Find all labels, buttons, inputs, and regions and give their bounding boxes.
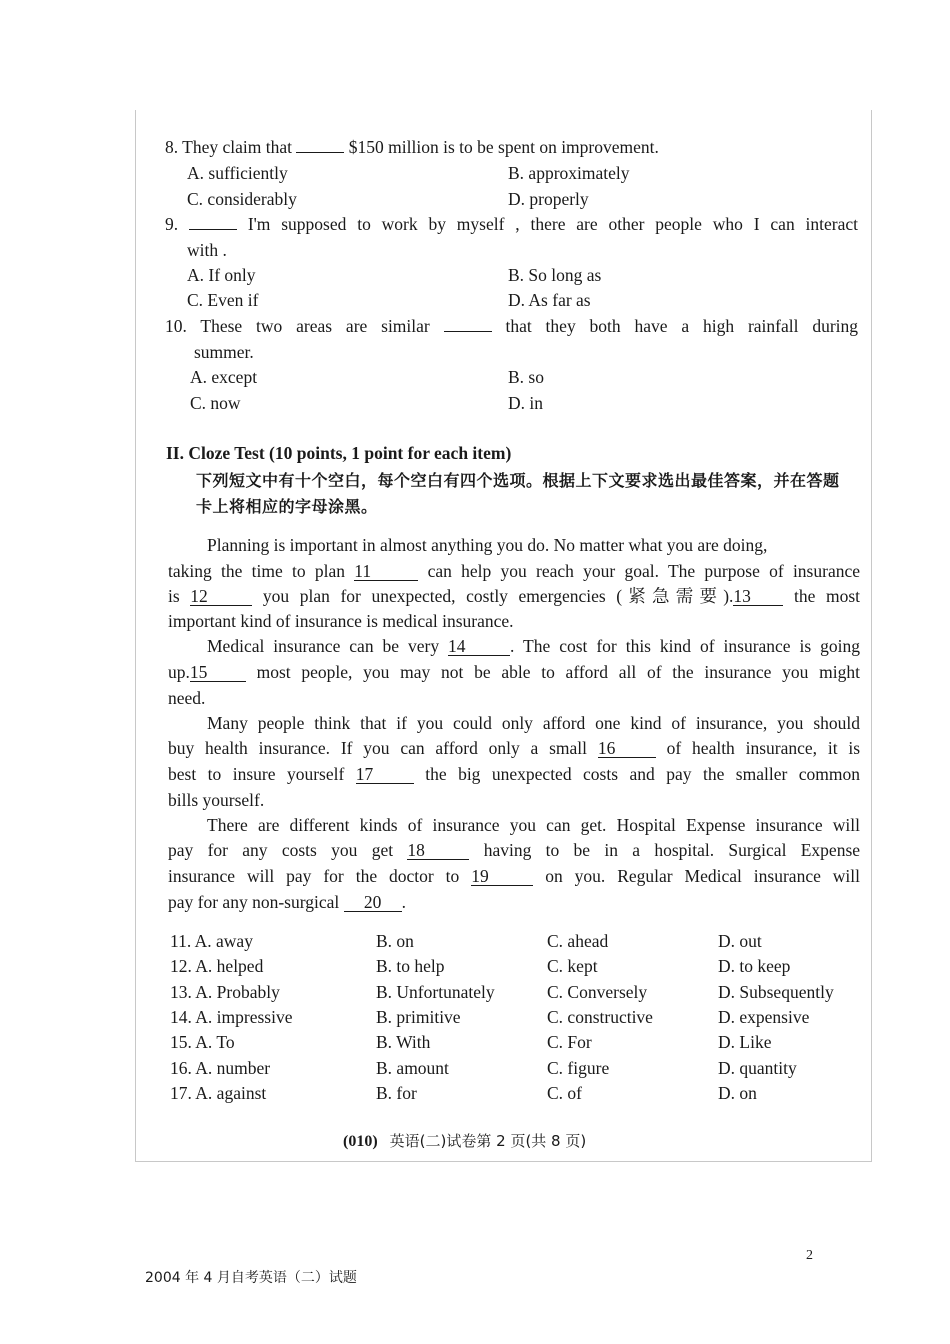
option-15-d: D. Like xyxy=(718,1032,772,1052)
option-11-a: 11. A. away xyxy=(170,931,253,951)
exam-footer: (010) 英语(二)试卷第 2 页(共 8 页) xyxy=(343,1132,587,1150)
option-13-d: D. Subsequently xyxy=(718,982,834,1002)
q8-option-c: C. considerably xyxy=(187,189,297,209)
passage-line: important kind of insurance is medical insurance. xyxy=(168,611,514,631)
q10-option-d: D. in xyxy=(508,393,543,413)
passage-line: insurance will pay for the doctor to 19 on you. Regular Medical insurance will xyxy=(168,866,861,886)
option-13-b: B. Unfortunately xyxy=(376,982,495,1002)
q10-option-c: C. now xyxy=(190,393,241,413)
option-17-a: 17. A. against xyxy=(170,1083,267,1103)
answer-blank xyxy=(189,215,237,230)
passage-line: is 12 you plan for unexpected, costly emergencies (紧急需要).13 the most xyxy=(168,586,861,606)
q10-option-b: B. so xyxy=(508,367,544,387)
passage-line: There are different kinds of insurance you can get. Hospital Expense insurance will xyxy=(207,815,860,835)
option-13-a: 13. A. Probably xyxy=(170,982,280,1002)
q8-option-b: B. approximately xyxy=(508,163,630,183)
q9-option-b: B. So long as xyxy=(508,265,602,285)
cloze-blank: 17 xyxy=(356,765,414,784)
option-15-c: C. For xyxy=(547,1032,592,1052)
q10-option-a: A. except xyxy=(190,367,258,387)
option-17-d: D. on xyxy=(718,1083,757,1103)
passage-line: Many people think that if you could only afford one kind of insurance, you should xyxy=(207,713,860,733)
q8-stem: 8. They claim that $150 million is to be spent on improvement. xyxy=(165,137,659,157)
option-17-c: C. of xyxy=(547,1083,582,1103)
option-14-c: C. constructive xyxy=(547,1007,653,1027)
option-16-c: C. figure xyxy=(547,1058,610,1078)
page-number: 2 xyxy=(806,1248,813,1263)
cloze-blank: 15 xyxy=(190,663,246,682)
q8-option-d: D. properly xyxy=(508,189,589,209)
option-16-d: D. quantity xyxy=(718,1058,797,1078)
passage-line: buy health insurance. If you can afford only a small 16 of health insurance, it is xyxy=(168,738,861,758)
passage-line: pay for any costs you get 18 having to be in a hospital. Surgical Expense xyxy=(168,840,861,860)
q10-stem: 10. These two areas are similar that they both have a high rainfall during xyxy=(165,316,859,336)
option-12-a: 12. A. helped xyxy=(170,956,264,976)
option-16-a: 16. A. number xyxy=(170,1058,271,1078)
section-instructions-2: 卡上将相应的字母涂黑。 xyxy=(196,497,378,516)
passage-line: Medical insurance can be very 14 . The cost for this kind of insurance is going xyxy=(207,636,861,656)
option-17-b: B. for xyxy=(376,1083,417,1103)
option-11-c: C. ahead xyxy=(547,931,609,951)
option-11-d: D. out xyxy=(718,931,762,951)
q9-option-c: C. Even if xyxy=(187,290,259,310)
cloze-blank: 11 xyxy=(354,562,418,581)
option-15-a: 15. A. To xyxy=(170,1032,235,1052)
passage-line: need. xyxy=(168,688,206,708)
option-12-d: D. to keep xyxy=(718,956,791,976)
q9-stem-cont: with . xyxy=(187,240,227,260)
passage-line: Planning is important in almost anything you do. No matter what you are doing, xyxy=(207,535,768,555)
answer-blank xyxy=(444,317,492,332)
q9-option-a: A. If only xyxy=(187,265,256,285)
option-13-c: C. Conversely xyxy=(547,982,648,1002)
option-16-b: B. amount xyxy=(376,1058,449,1078)
option-14-d: D. expensive xyxy=(718,1007,810,1027)
q9-option-d: D. As far as xyxy=(508,290,591,310)
cloze-blank: 13 xyxy=(733,587,783,606)
cloze-blank: 20 xyxy=(344,893,402,912)
cloze-blank: 16 xyxy=(598,739,656,758)
cloze-blank: 18 xyxy=(407,841,469,860)
q9-stem: 9. I'm supposed to work by myself , there are other people who I can interact xyxy=(165,214,858,234)
option-12-b: B. to help xyxy=(376,956,445,976)
passage-line: best to insure yourself 17 the big unexpected costs and pay the smaller common xyxy=(168,764,861,784)
option-14-a: 14. A. impressive xyxy=(170,1007,293,1027)
document-title: 2004 年 4 月自考英语（二）试题 xyxy=(145,1270,357,1286)
passage-line: taking the time to plan 11 can help you reach your goal. The purpose of insurance xyxy=(168,561,860,581)
q10-stem-cont: summer. xyxy=(194,342,254,362)
passage-line: pay for any non-surgical 20 . xyxy=(168,892,406,912)
section-instructions-1: 下列短文中有十个空白，每个空白有四个选项。根据上下文要求选出最佳答案，并在答题 xyxy=(196,471,840,490)
section-heading: II. Cloze Test (10 points, 1 point for each item) xyxy=(166,443,512,463)
q8-option-a: A. sufficiently xyxy=(187,163,288,183)
passage-line: bills yourself. xyxy=(168,790,265,810)
answer-blank xyxy=(296,138,344,153)
option-11-b: B. on xyxy=(376,931,414,951)
option-15-b: B. With xyxy=(376,1032,431,1052)
passage-line: up.15 most people, you may not be able to afford all of the insurance you might xyxy=(168,662,860,682)
option-12-c: C. kept xyxy=(547,956,598,976)
cloze-blank: 19 xyxy=(471,867,533,886)
option-14-b: B. primitive xyxy=(376,1007,461,1027)
cloze-blank: 12 xyxy=(190,587,252,606)
cloze-blank: 14 xyxy=(448,637,510,656)
